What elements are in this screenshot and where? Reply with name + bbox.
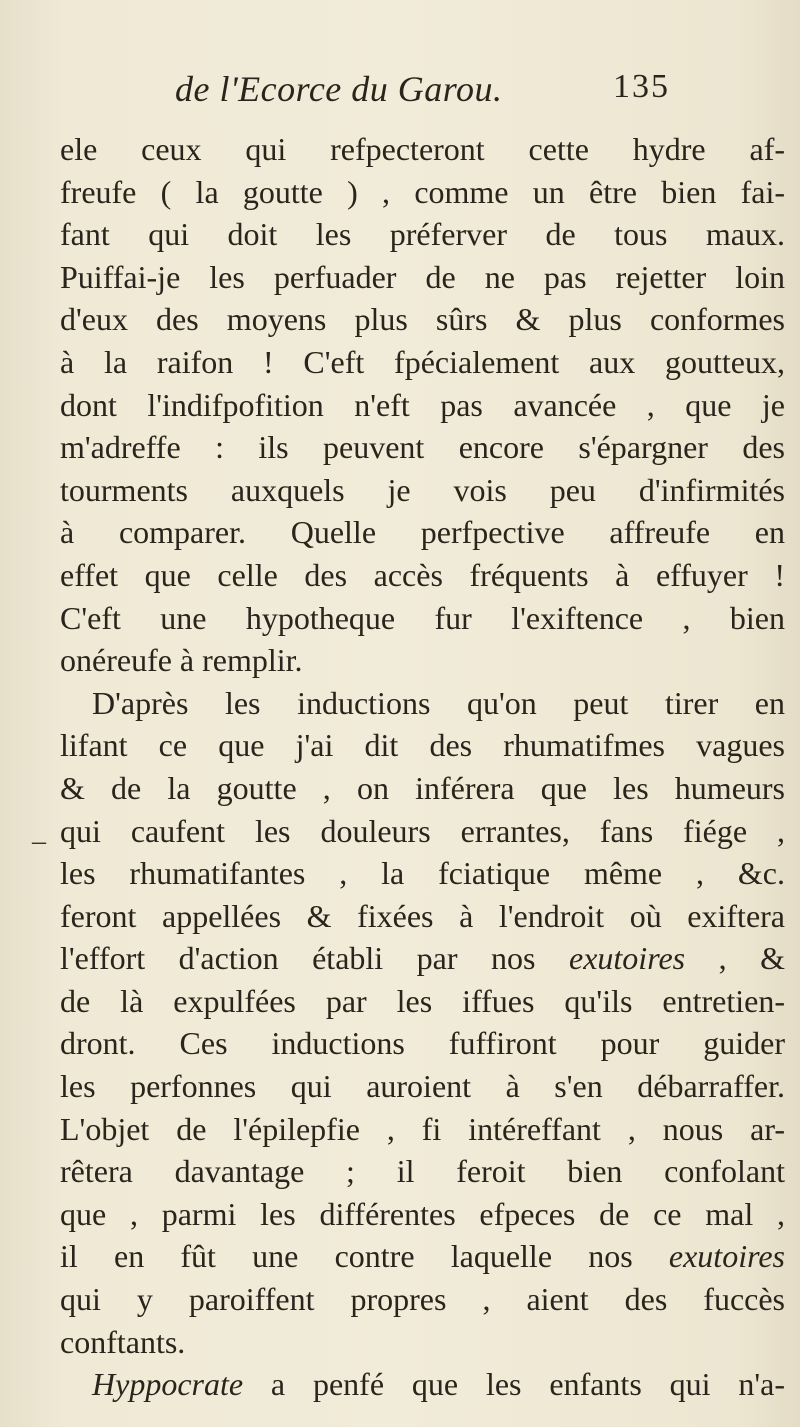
text-line: L'objet de l'épilepfie , fi intéreffant , nous ar- [60, 1110, 785, 1147]
text-line: à comparer. Quelle perfpective affreufe en [60, 514, 785, 551]
text-line: fant qui doit les préferver de tous maux. [60, 216, 785, 253]
running-title: de l'Ecorce du Garou. [175, 69, 503, 109]
page-header [175, 68, 670, 112]
text-line: Puiffai-je les perfuader de ne pas rejetter loin [60, 258, 785, 295]
text-line: C'eft une hypotheque fur l'exiftence , bien [60, 599, 785, 636]
text-line: feront appellées & fixées à l'endroit où exiftera [60, 897, 785, 934]
text-line: rêtera davantage ; il feroit bien confolant [60, 1153, 785, 1190]
text-line: effet que celle des accès fréquents à effuyer ! [60, 556, 785, 593]
text-line: Hyppocrate a penfé que les enfants qui n'a- [92, 1366, 785, 1403]
text-line: de là expulfées par les iffues qu'ils entretien- [60, 982, 785, 1019]
text-line: D'après les inductions qu'on peut tirer en [92, 684, 785, 721]
text-line: tourments auxquels je vois peu d'infirmités [60, 471, 785, 508]
text-line: onéreufe à remplir. [60, 642, 303, 679]
page-number: 135 [613, 68, 670, 105]
text-line: il en fût une contre laquelle nos exutoires [60, 1238, 785, 1275]
text-line: lifant ce que j'ai dit des rhumatifmes vagues [60, 727, 785, 764]
text-line: à la raifon ! C'eft fpécialement aux goutteux, [60, 343, 785, 380]
text-line: conftants. [60, 1323, 186, 1360]
text-line: m'adreffe : ils peuvent encore s'épargner des [60, 429, 785, 466]
text-line: l'effort d'action établi par nos exutoires , & [60, 940, 786, 977]
text-line: qui y paroiffent propres , aient des fuccès [60, 1281, 785, 1318]
text-line: dront. Ces inductions fuffiront pour guider [60, 1025, 785, 1062]
body-text [60, 128, 785, 1406]
margin-mark: – [32, 826, 46, 857]
text-line: qui caufent les douleurs errantes, fans fiége , [60, 812, 785, 849]
text-line: & de la goutte , on inférera que les humeurs [60, 769, 785, 806]
text-line: les rhumatifantes , la fciatique même , &c. [60, 855, 785, 892]
text-line: dont l'indifpofition n'eft pas avancée , que je [60, 386, 785, 423]
text-line: que , parmi les différentes efpeces de ce mal , [60, 1195, 785, 1232]
text-line: freufe ( la goutte ) , comme un être bien fai- [60, 173, 785, 210]
text-line: ele ceux qui refpecteront cette hydre af- [60, 131, 785, 167]
text-line: d'eux des moyens plus sûrs & plus conformes [60, 301, 785, 338]
text-line: les perfonnes qui auroient à s'en débarraffer. [60, 1068, 785, 1105]
